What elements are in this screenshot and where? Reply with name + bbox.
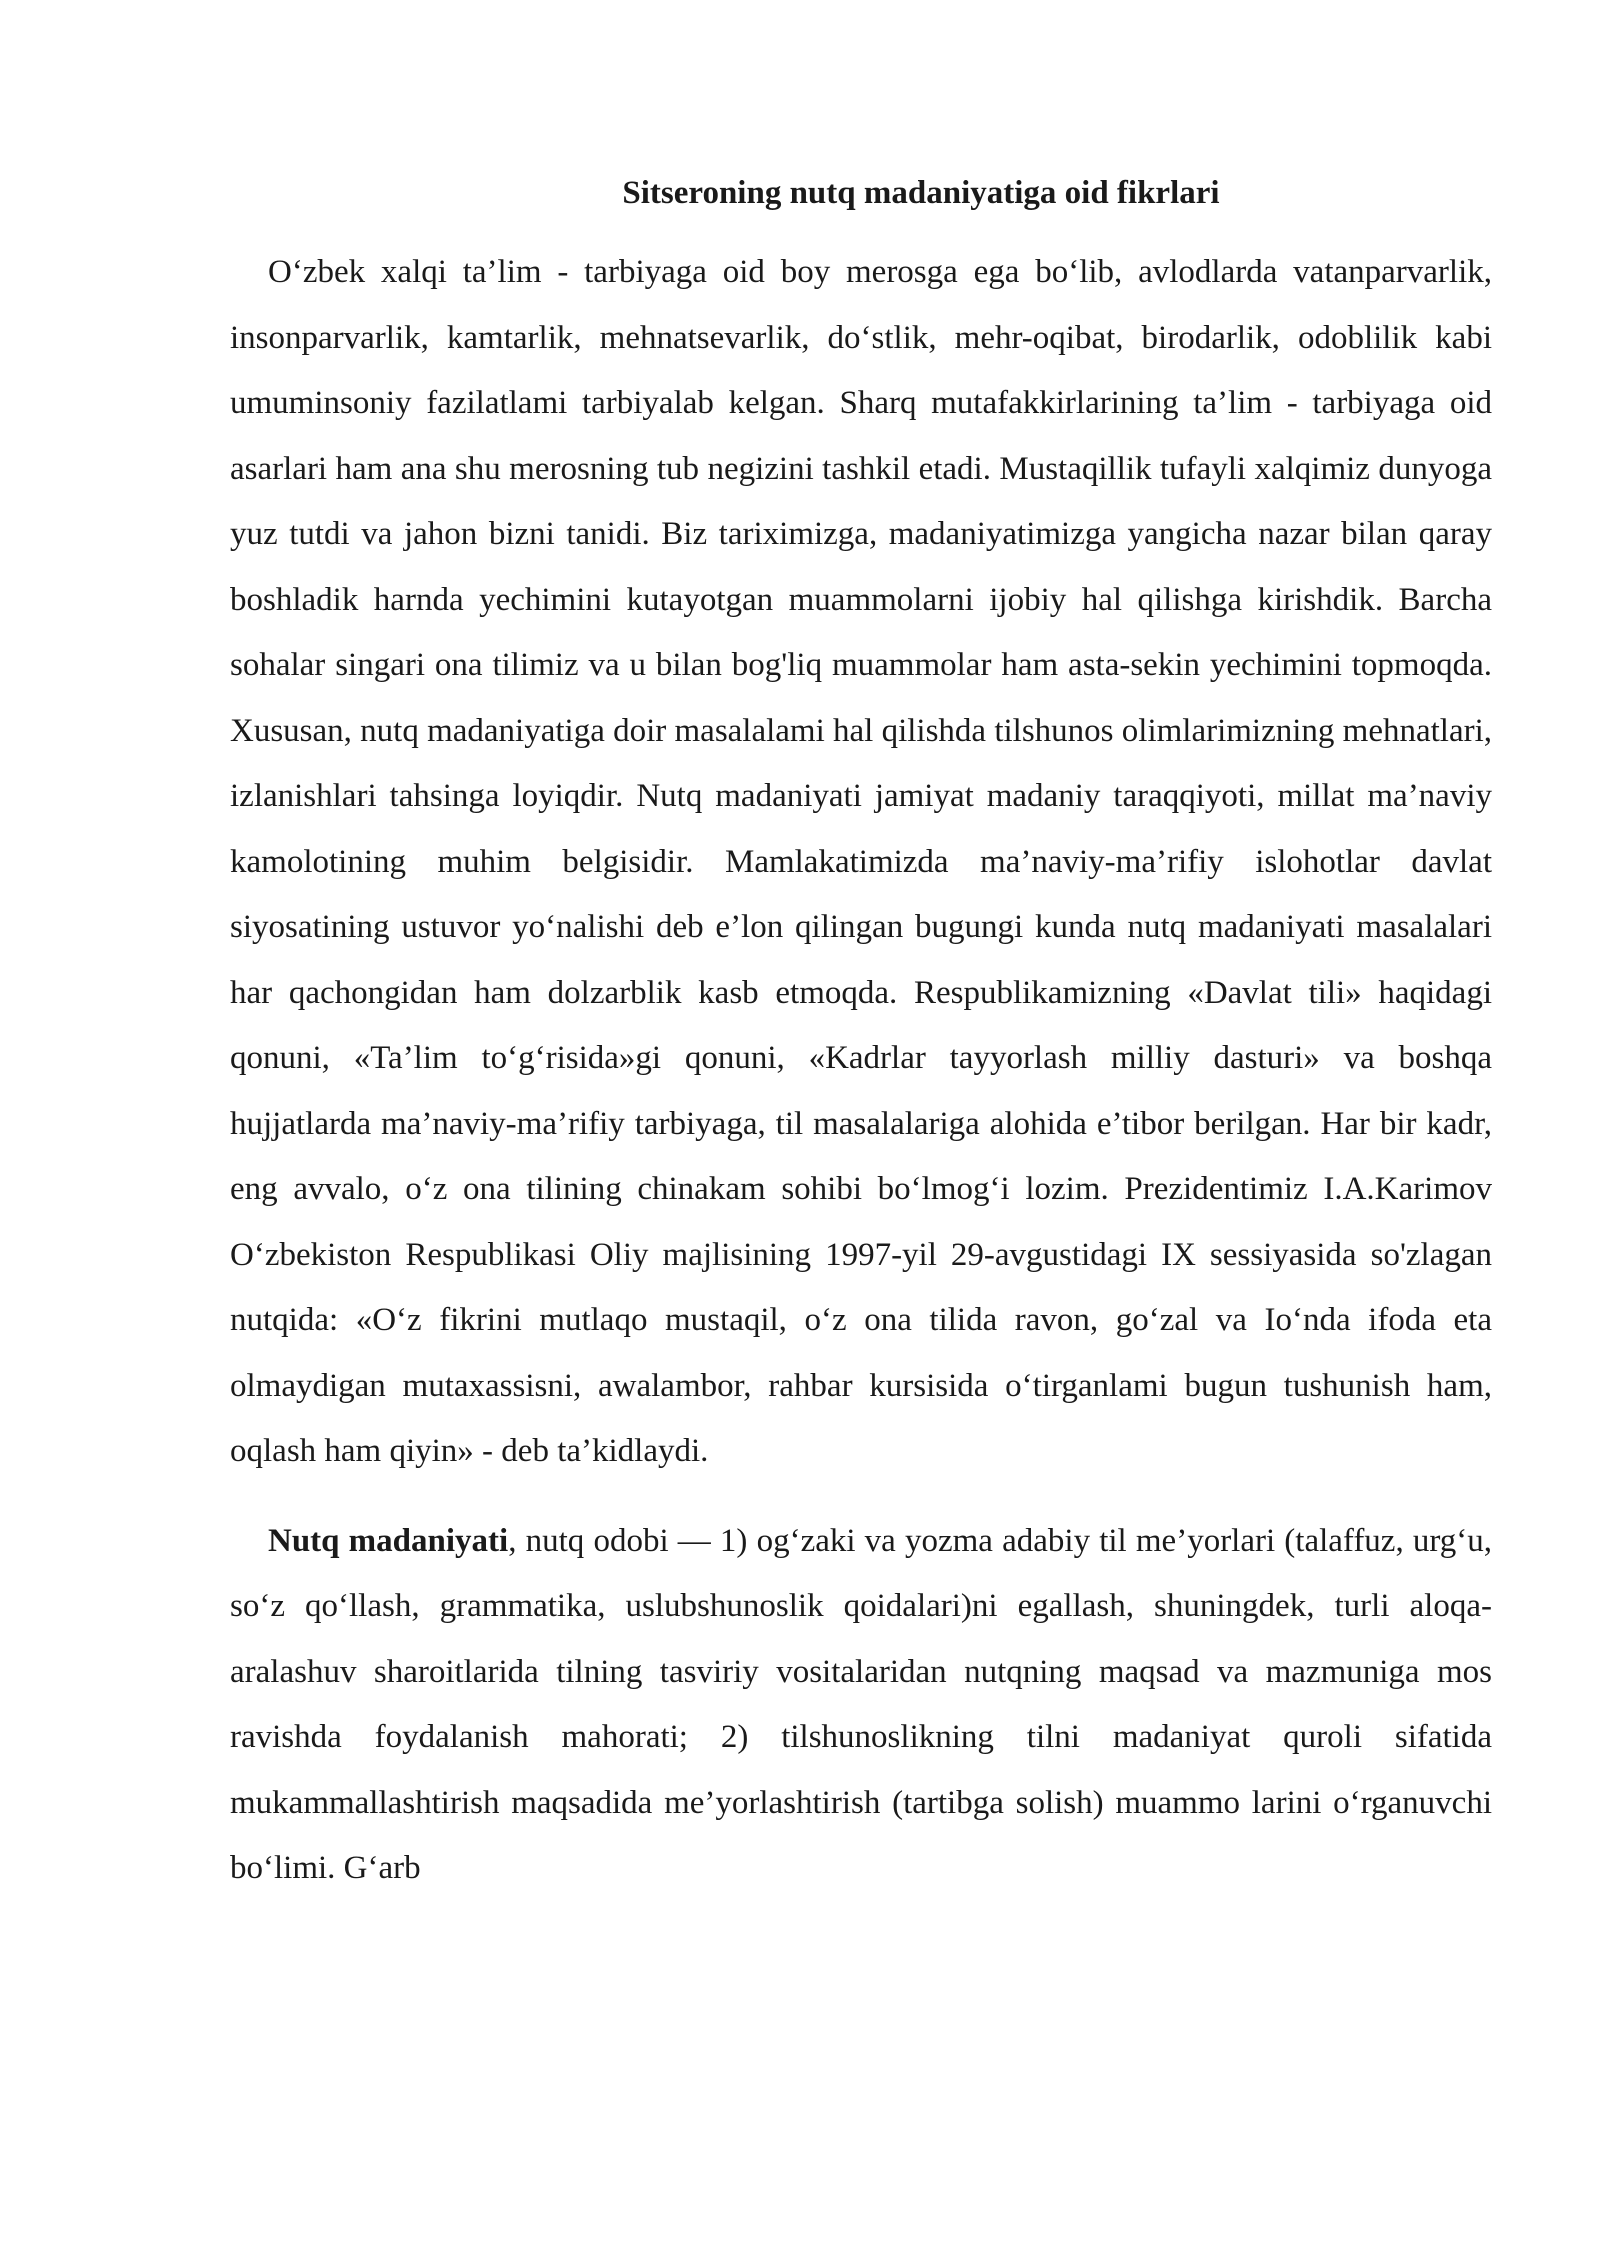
document-title: Sitseroning nutq madaniyatiga oid fikrlari (622, 175, 1220, 211)
document-body (230, 168, 1492, 1902)
paragraph-definition (230, 1509, 1492, 1902)
paragraph-intro: O‘zbek xalqi ta’lim - tarbiyaga oid boy merosga ega bo‘lib, avlodlarda vatanparvarlik, insonparvarlik, kamtarlik, mehnatsevarlik, do‘stlik, mehr-oqibat, birodarlik, odoblilik kabi umuminsoniy fazilatlami tarbiyalab kelgan. Sharq mutafakkirlarining ta’lim - tarbiyaga oid asarlari ham ana shu merosning tub negizini tashkil etadi. Mustaqillik tufayli xalqimiz dunyoga yuz tutdi va jahon bizni tanidi. Biz tariximizga, madaniyatimizga yangicha nazar bilan qaray boshladik harnda yechimini kutayotgan muammolarni ijobiy hal qilishga kirishdik. Barcha sohalar singari ona tilimiz va u bilan bog'liq muammolar ham asta-sekin yechimini topmoqda. Xususan, nutq madaniyatiga doir masalalami hal qilishda tilshunos olimlarimizning mehnatlari, izlanishlari tahsinga loyiqdir. Nutq madaniyati jamiyat madaniy taraqqiyoti, millat ma’naviy kamolotining muhim belgisidir. Mamlakatimizda ma’naviy-ma’rifiy islohotlar davlat siyosatining ustuvor yo‘nalishi deb e’lon qilingan bugungi kunda nutq madaniyati masalalari har qachongidan ham dolzarblik kasb etmoqda. Respublikamizning «Davlat tili» haqidagi qonuni, «Ta’lim to‘g‘risida»gi qonuni, «Kadrlar tayyorlash milliy dasturi» va boshqa hujjatlarda ma’naviy-ma’rifiy tarbiyaga, til masalalariga alohida e’tibor berilgan. Har bir kadr, eng avvalo, o‘z ona tilining chinakam sohibi bo‘lmog‘i lozim. Prezidentimiz I.A.Karimov O‘zbekiston Respublikasi Oliy majlisining 1997-yil 29-avgustidagi IX sessiyasida so'zlagan nutqida: «O‘z fikrini mutlaqo mustaqil, o‘z ona tilida ravon, go‘zal va Io‘nda ifoda eta olmaydigan mutaxassisni, awalambor, rahbar kursisida o‘tirganlami bugun tushunish ham, oqlash ham qiyin» - deb ta’kidlaydi. (230, 254, 1493, 1469)
term-nutq-madaniyati: Nutq madaniyati (268, 1522, 509, 1559)
definition-text: , nutq odobi — 1) og‘zaki va yozma adabiy til me’yorlari (talaffuz, urg‘u, so‘z qo‘llash, grammatika, uslubshunoslik qoidalari)ni egallash, shuningdek, turli aloqa-aralashuv sharoitlarida tilning tasviriy vositalaridan nutqning maqsad va mazmuniga mos ravishda foydalanish mahorati; 2) tilshunoslikning tilni madaniyat quroli sifatida mukammallashtirish maqsadida me’yorlashtirish (tartibga solish) muammo larini o‘rganuvchi bo‘limi. G‘arb (230, 1522, 1492, 1886)
